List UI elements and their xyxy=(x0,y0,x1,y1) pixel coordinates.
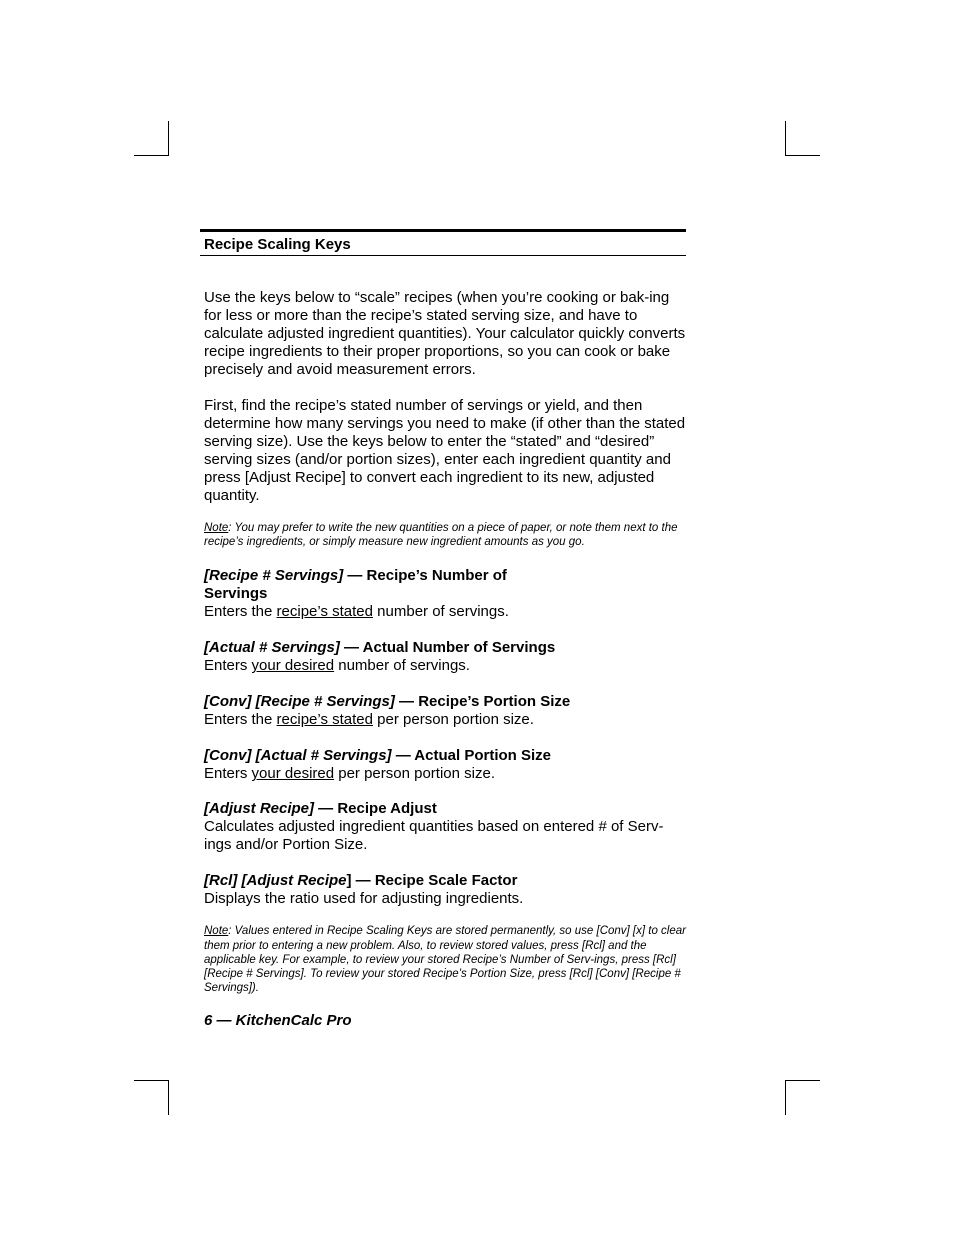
key-entry-recipe-portion xyxy=(204,693,686,729)
key-label: [Actual # Servings] xyxy=(204,639,340,657)
desc-underlined: recipe’s stated xyxy=(276,603,373,621)
note-2 xyxy=(204,924,686,995)
key-entry-description xyxy=(204,711,686,729)
desc-text: Enters xyxy=(204,765,252,783)
desc-text: Enters the xyxy=(204,711,277,729)
key-label: [Conv] [Actual # Servings] xyxy=(204,747,392,765)
key-entry-title xyxy=(204,639,686,657)
key-label: [Recipe # Servings] xyxy=(204,567,344,585)
crop-mark-top-right-vertical xyxy=(785,121,786,156)
key-title-text: — Recipe Adjust xyxy=(314,800,437,818)
desc-text-end: per person portion size. xyxy=(334,765,495,783)
crop-mark-bottom-right-vertical xyxy=(785,1080,786,1115)
note-1 xyxy=(204,521,686,549)
crop-mark-bottom-left-vertical xyxy=(168,1080,169,1115)
intro-paragraph-1: Use the keys below to “scale” recipes (when you’re cooking or bak-ing for less or more than the recipe’s stated serving size, and have to calculate adjusted ingredient quantities). Your calculator quickly converts recipe ingredients to their proper proportions, so you can cook or bake precisely and avoid measurement errors. xyxy=(204,289,686,378)
desc-text-end: number of servings. xyxy=(334,657,470,675)
page-footer: 6 — KitchenCalc Pro xyxy=(204,1012,352,1030)
key-label: [Rcl] [Adjust Recipe xyxy=(204,872,347,890)
section-title: Recipe Scaling Keys xyxy=(200,232,686,256)
key-label: [Conv] [Recipe # Servings] xyxy=(204,693,395,711)
desc-text: Displays the ratio used for adjusting ingredients. xyxy=(204,890,524,908)
desc-text: Calculates adjusted ingredient quantities based on entered # of Serv-ings and/or Portion Size. xyxy=(204,818,664,854)
key-entry-recipe-servings xyxy=(204,567,524,621)
key-label: [Adjust Recipe] xyxy=(204,800,315,818)
crop-mark-top-right-horizontal xyxy=(785,155,820,156)
key-entry-actual-portion xyxy=(204,747,686,783)
desc-text-end: number of servings. xyxy=(373,603,509,621)
key-title-text: — Actual Portion Size xyxy=(391,747,551,765)
desc-underlined: your desired xyxy=(251,765,335,783)
key-entry-scale-factor xyxy=(204,872,686,908)
crop-mark-bottom-left-horizontal xyxy=(134,1080,169,1081)
desc-text: Enters xyxy=(204,657,252,675)
key-entry-adjust-recipe xyxy=(204,800,686,854)
note-2-label: Note xyxy=(204,925,229,938)
key-title-text: ] — Recipe Scale Factor xyxy=(346,872,518,890)
note-2-text: : Values entered in Recipe Scaling Keys are stored permanently, so use [Conv] [x] to clear them prior to entering a new problem. Also, to review stored values, press [Rcl] and the applicable key. For example, to review your stored Recipe’s Number of Serv-ings, press [Rcl] [Recipe # Servings]. To review your stored Recipe’s Portion Size, press [Rcl] [Conv] [Recipe # Servings]). xyxy=(204,925,686,995)
desc-text: Enters the xyxy=(204,603,277,621)
key-title-text: — Recipe’s Portion Size xyxy=(394,693,571,711)
key-entry-title xyxy=(204,800,686,818)
key-entry-title xyxy=(204,693,686,711)
desc-underlined: your desired xyxy=(251,657,335,675)
key-entry-description xyxy=(204,657,686,675)
key-entry-description xyxy=(204,890,686,908)
key-entry-actual-servings xyxy=(204,639,686,675)
key-entry-title xyxy=(204,747,686,765)
desc-underlined: recipe’s stated xyxy=(276,711,373,729)
key-title-text: — Recipe’s Number of Servings xyxy=(204,567,507,603)
key-entry-description xyxy=(204,765,686,783)
key-entry-description xyxy=(204,603,524,621)
crop-mark-top-left-horizontal xyxy=(134,155,169,156)
note-1-label: Note xyxy=(204,522,229,534)
intro-paragraph-2: First, find the recipe’s stated number of servings or yield, and then determine how many servings you need to make (if other than the stated serving size). Use the keys below to enter the “stated” and “desired” serving sizes (and/or portion sizes), enter each ingredient quantity and press [Adjust Recipe] to convert each ingredient to its new, adjusted quantity. xyxy=(204,397,686,504)
key-entry-title xyxy=(204,567,524,603)
key-entry-title xyxy=(204,872,686,890)
page-content xyxy=(204,229,686,1030)
key-title-text: — Actual Number of Servings xyxy=(339,639,556,657)
key-entry-description xyxy=(204,818,686,854)
desc-text-end: per person portion size. xyxy=(373,711,534,729)
crop-mark-bottom-right-horizontal xyxy=(785,1080,820,1081)
note-1-text: : You may prefer to write the new quantities on a piece of paper, or note them next to the recipe’s ingredients, or simply measure new ingredient amounts as you go. xyxy=(204,522,678,549)
crop-mark-top-left-vertical xyxy=(168,121,169,156)
